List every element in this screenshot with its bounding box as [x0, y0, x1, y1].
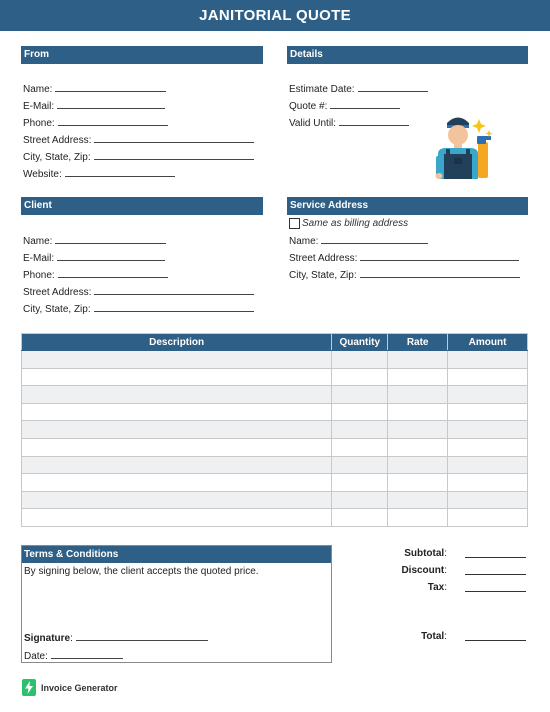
quantity-cell[interactable] — [332, 438, 388, 456]
rate-cell[interactable] — [388, 386, 448, 404]
rate-cell[interactable] — [388, 403, 448, 421]
table-row — [22, 491, 528, 509]
from-email-label: E-Mail: — [23, 101, 55, 112]
description-cell[interactable] — [22, 403, 332, 421]
table-row — [22, 368, 528, 386]
rate-cell[interactable] — [388, 474, 448, 492]
description-cell[interactable] — [22, 438, 332, 456]
description-cell[interactable] — [22, 386, 332, 404]
valid-until-field[interactable] — [289, 117, 409, 130]
service-city-field[interactable] — [289, 269, 520, 282]
subtotal-field[interactable] — [465, 557, 526, 558]
rate-cell[interactable] — [388, 491, 448, 509]
terms-box — [21, 545, 332, 663]
quantity-cell[interactable] — [332, 351, 388, 369]
table-row — [22, 421, 528, 439]
service-name-label: Name: — [289, 236, 319, 247]
from-heading: From — [21, 46, 263, 64]
signature-label: Signature — [24, 633, 71, 644]
quantity-cell[interactable] — [332, 509, 388, 527]
amount-cell[interactable] — [448, 456, 528, 474]
client-email-label: E-Mail: — [23, 253, 55, 264]
client-name-label: Name: — [23, 236, 53, 247]
discount-field[interactable] — [465, 574, 526, 575]
client-phone-field[interactable] — [23, 269, 168, 282]
rate-cell[interactable] — [388, 351, 448, 369]
from-street-field[interactable] — [23, 134, 254, 147]
tax-label: Tax: — [427, 582, 447, 593]
quantity-cell[interactable] — [332, 386, 388, 404]
col-quantity: Quantity — [332, 334, 388, 351]
service-address-heading: Service Address — [287, 197, 528, 215]
terms-text[interactable]: By signing below, the client accepts the quoted price. — [24, 566, 259, 577]
amount-cell[interactable] — [448, 368, 528, 386]
quantity-cell[interactable] — [332, 474, 388, 492]
description-cell[interactable] — [22, 421, 332, 439]
table-row — [22, 351, 528, 369]
description-cell[interactable] — [22, 491, 332, 509]
description-cell[interactable] — [22, 351, 332, 369]
rate-cell[interactable] — [388, 509, 448, 527]
client-name-field[interactable] — [23, 235, 166, 248]
client-phone-label: Phone: — [23, 270, 55, 281]
estimate-date-label: Estimate Date: — [289, 84, 355, 95]
amount-cell[interactable] — [448, 491, 528, 509]
from-email-field[interactable] — [23, 100, 165, 113]
client-city-label: City, State, Zip: — [23, 304, 91, 315]
from-phone-field[interactable] — [23, 117, 168, 130]
amount-cell[interactable] — [448, 509, 528, 527]
amount-cell[interactable] — [448, 438, 528, 456]
amount-cell[interactable] — [448, 421, 528, 439]
valid-until-label: Valid Until: — [289, 118, 337, 129]
brand-name[interactable]: Invoice Generator — [41, 683, 118, 693]
bolt-icon — [22, 679, 36, 696]
date-field[interactable] — [24, 650, 123, 663]
table-row — [22, 403, 528, 421]
quote-number-field[interactable] — [289, 100, 400, 113]
total-label: Total: — [421, 631, 447, 642]
signature-field[interactable]: Signature: — [24, 632, 208, 645]
table-row — [22, 474, 528, 492]
description-cell[interactable] — [22, 509, 332, 527]
discount-label: Discount: — [401, 565, 447, 576]
from-name-field[interactable] — [23, 83, 166, 96]
col-rate: Rate — [388, 334, 448, 351]
quantity-cell[interactable] — [332, 491, 388, 509]
terms-heading: Terms & Conditions — [22, 546, 331, 563]
amount-cell[interactable] — [448, 351, 528, 369]
quantity-cell[interactable] — [332, 403, 388, 421]
quote-number-label: Quote #: — [289, 101, 328, 112]
from-phone-label: Phone: — [23, 118, 55, 129]
amount-cell[interactable] — [448, 474, 528, 492]
rate-cell[interactable] — [388, 421, 448, 439]
description-cell[interactable] — [22, 456, 332, 474]
amount-cell[interactable] — [448, 403, 528, 421]
description-cell[interactable] — [22, 474, 332, 492]
from-city-field[interactable] — [23, 151, 254, 164]
col-description: Description — [22, 334, 332, 351]
client-city-field[interactable] — [23, 303, 254, 316]
table-header-row — [22, 334, 528, 351]
quantity-cell[interactable] — [332, 421, 388, 439]
description-cell[interactable] — [22, 368, 332, 386]
service-street-label: Street Address: — [289, 253, 358, 264]
service-city-label: City, State, Zip: — [289, 270, 357, 281]
from-website-label: Website: — [23, 169, 62, 180]
details-heading: Details — [287, 46, 528, 64]
table-row — [22, 438, 528, 456]
from-city-label: City, State, Zip: — [23, 152, 91, 163]
table-row — [22, 509, 528, 527]
rate-cell[interactable] — [388, 438, 448, 456]
rate-cell[interactable] — [388, 368, 448, 386]
table-row — [22, 386, 528, 404]
tax-field[interactable] — [465, 591, 526, 592]
from-street-label: Street Address: — [23, 135, 92, 146]
line-items-table — [21, 333, 528, 527]
service-street-field[interactable] — [289, 252, 519, 265]
amount-cell[interactable] — [448, 386, 528, 404]
client-heading: Client — [21, 197, 263, 215]
subtotal-label: Subtotal: — [404, 548, 447, 559]
rate-cell[interactable] — [388, 456, 448, 474]
same-as-billing-checkbox[interactable] — [289, 218, 300, 229]
document-title: JANITORIAL QUOTE — [0, 0, 550, 31]
client-street-field[interactable] — [23, 286, 254, 299]
table-row — [22, 456, 528, 474]
estimate-date-field[interactable] — [289, 83, 428, 96]
col-amount: Amount — [448, 334, 528, 351]
janitor-icon — [432, 112, 496, 180]
from-name-label: Name: — [23, 84, 53, 95]
same-as-billing-label: Same as billing address — [302, 218, 409, 229]
client-email-field[interactable] — [23, 252, 165, 265]
client-street-label: Street Address: — [23, 287, 92, 298]
date-label: Date: — [24, 651, 48, 662]
quantity-cell[interactable] — [332, 456, 388, 474]
quantity-cell[interactable] — [332, 368, 388, 386]
from-website-field[interactable] — [23, 168, 175, 181]
total-field[interactable] — [465, 640, 526, 641]
service-name-field[interactable] — [289, 235, 428, 248]
